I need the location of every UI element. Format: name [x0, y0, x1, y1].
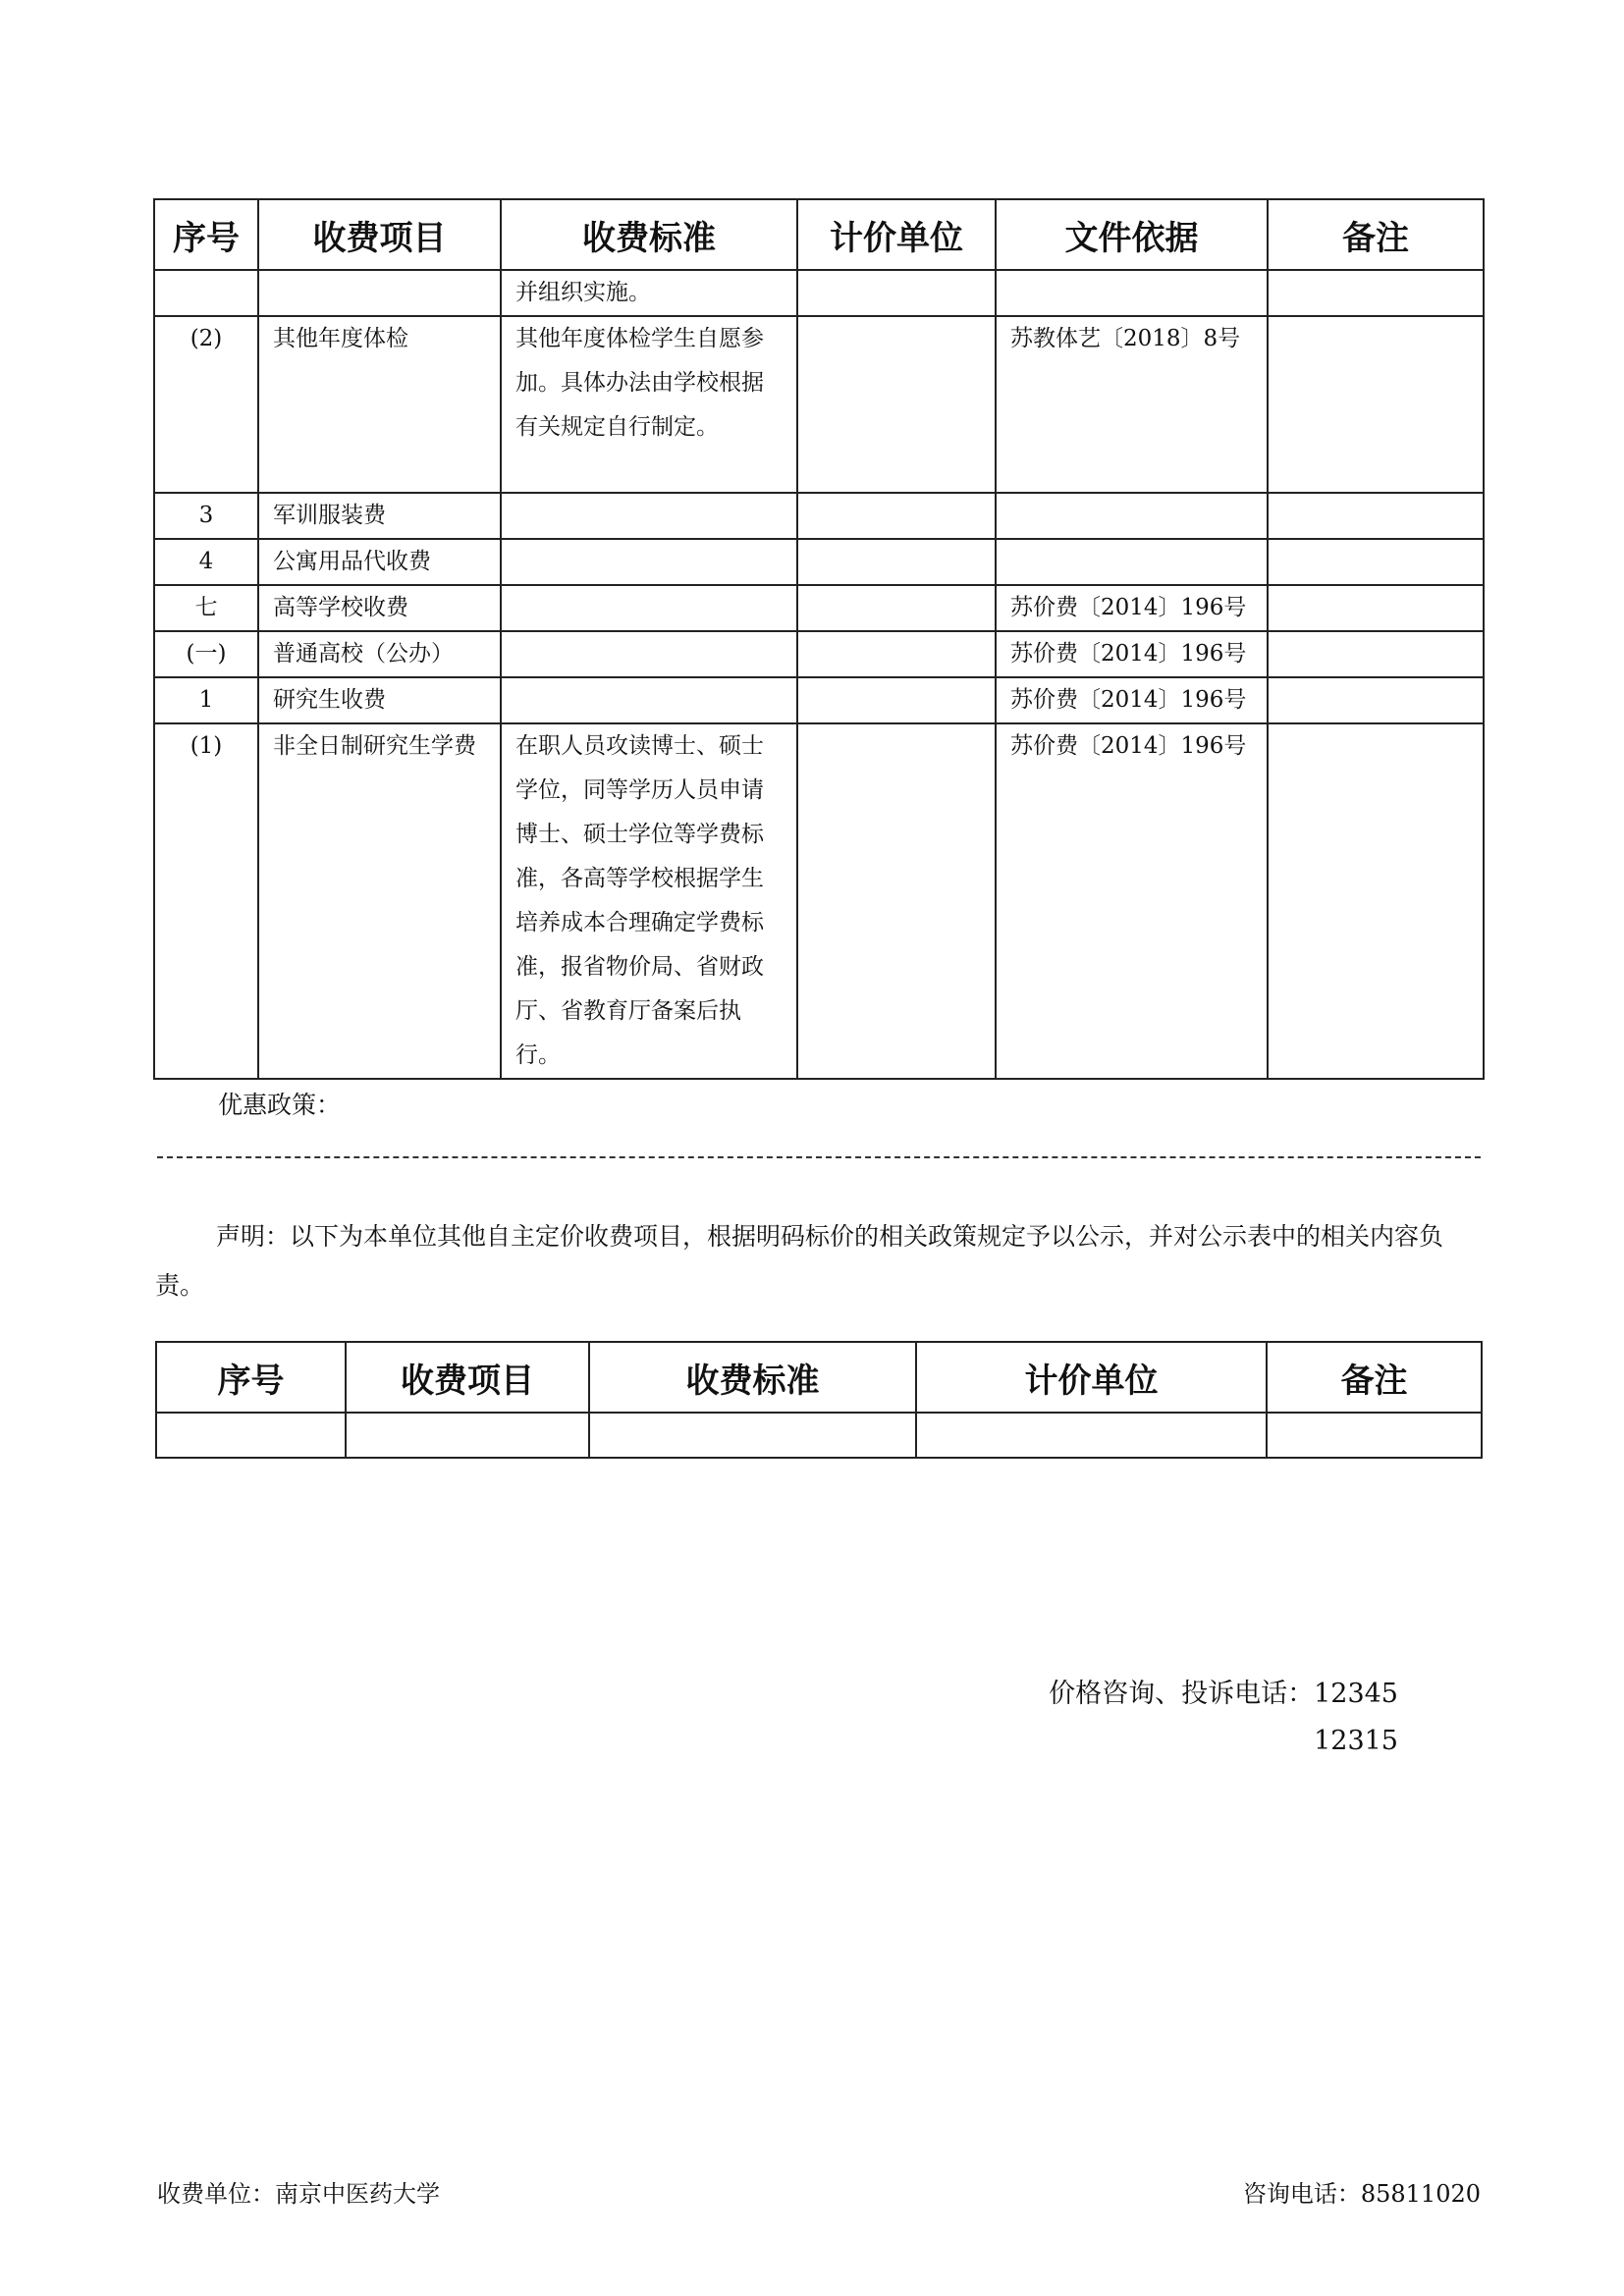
header-basis: 文件依据: [996, 199, 1268, 270]
cell-standard: [501, 677, 797, 723]
cell-note: [1268, 493, 1484, 539]
cell-unit: [797, 723, 996, 1079]
footer-unit: 收费单位：南京中医药大学: [157, 2180, 440, 2208]
contact-line-2: 12315: [1314, 1726, 1398, 1756]
cell-note: [1268, 316, 1484, 493]
table-row: [154, 316, 1484, 493]
contact-line-1: 价格咨询、投诉电话：12345: [1049, 1679, 1398, 1709]
cell-basis: [996, 270, 1268, 316]
cell-unit: [797, 539, 996, 585]
table-row-empty: [156, 1413, 1482, 1458]
cell-basis: 苏价费〔2014〕196号: [996, 677, 1268, 723]
cell-empty: [916, 1413, 1267, 1458]
cell-note: [1268, 539, 1484, 585]
cell-item: 军训服装费: [258, 493, 501, 539]
cell-note: [1268, 723, 1484, 1079]
table-header-row: [154, 199, 1484, 270]
cell-basis: 苏教体艺〔2018〕8号: [996, 316, 1268, 493]
cell-empty: [589, 1413, 916, 1458]
statement-text: 声明：以下为本单位其他自主定价收费项目，根据明码标价的相关政策规定予以公示，并对公示表中的相关内容负责。: [155, 1222, 1444, 1300]
table-row: [154, 585, 1484, 631]
cell-item: 高等学校收费: [258, 585, 501, 631]
fee-table: [153, 198, 1485, 1080]
cell-item: 其他年度体检: [258, 316, 501, 493]
cell-basis: 苏价费〔2014〕196号: [996, 585, 1268, 631]
cell-standard: 并组织实施。: [501, 270, 797, 316]
cell-note: [1268, 270, 1484, 316]
footer-phone: 咨询电话：85811020: [1242, 2180, 1481, 2208]
extra-fee-table: [155, 1341, 1483, 1459]
table-row: [154, 723, 1484, 1079]
header-unit: 计价单位: [916, 1342, 1267, 1413]
dashed-divider: [157, 1156, 1481, 1158]
header-no: 序号: [156, 1342, 346, 1413]
header-note: 备注: [1267, 1342, 1482, 1413]
header-note: 备注: [1268, 199, 1484, 270]
cell-unit: [797, 585, 996, 631]
cell-standard: 在职人员攻读博士、硕士学位，同等学历人员申请博士、硕士学位等学费标准，各高等学校根据学生培养成本合理确定学费标准，报省物价局、省财政厅、省教育厅备案后执行。: [501, 723, 797, 1079]
cell-unit: [797, 631, 996, 677]
cell-basis: [996, 539, 1268, 585]
cell-basis: 苏价费〔2014〕196号: [996, 723, 1268, 1079]
cell-basis: 苏价费〔2014〕196号: [996, 631, 1268, 677]
cell-item: 普通高校（公办）: [258, 631, 501, 677]
cell-empty: [156, 1413, 346, 1458]
complaint-contact: [1049, 1671, 1398, 1765]
cell-standard: [501, 631, 797, 677]
cell-no: 4: [154, 539, 258, 585]
cell-no: 七: [154, 585, 258, 631]
cell-note: [1268, 585, 1484, 631]
header-standard: 收费标准: [501, 199, 797, 270]
cell-item: 公寓用品代收费: [258, 539, 501, 585]
cell-no: [154, 270, 258, 316]
header-item: 收费项目: [346, 1342, 589, 1413]
cell-empty: [1267, 1413, 1482, 1458]
cell-item: 研究生收费: [258, 677, 501, 723]
cell-standard: [501, 585, 797, 631]
cell-no: 1: [154, 677, 258, 723]
table-row: [154, 539, 1484, 585]
header-unit: 计价单位: [797, 199, 996, 270]
table-row: [154, 631, 1484, 677]
cell-unit: [797, 270, 996, 316]
table-header-row: [156, 1342, 1482, 1413]
header-no: 序号: [154, 199, 258, 270]
cell-empty: [346, 1413, 589, 1458]
header-item: 收费项目: [258, 199, 501, 270]
cell-no: (1): [154, 723, 258, 1079]
cell-unit: [797, 677, 996, 723]
table-row: [154, 270, 1484, 316]
cell-basis: [996, 493, 1268, 539]
cell-item: [258, 270, 501, 316]
cell-unit: [797, 493, 996, 539]
table-row: [154, 677, 1484, 723]
cell-standard: [501, 493, 797, 539]
cell-item: 非全日制研究生学费: [258, 723, 501, 1079]
cell-unit: [797, 316, 996, 493]
cell-standard: [501, 539, 797, 585]
cell-note: [1268, 677, 1484, 723]
cell-standard: 其他年度体检学生自愿参加。具体办法由学校根据有关规定自行制定。: [501, 316, 797, 493]
header-standard: 收费标准: [589, 1342, 916, 1413]
policy-label: 优惠政策：: [218, 1091, 342, 1119]
cell-no: 3: [154, 493, 258, 539]
cell-no: (一): [154, 631, 258, 677]
table-row: [154, 493, 1484, 539]
cell-no: (2): [154, 316, 258, 493]
cell-note: [1268, 631, 1484, 677]
